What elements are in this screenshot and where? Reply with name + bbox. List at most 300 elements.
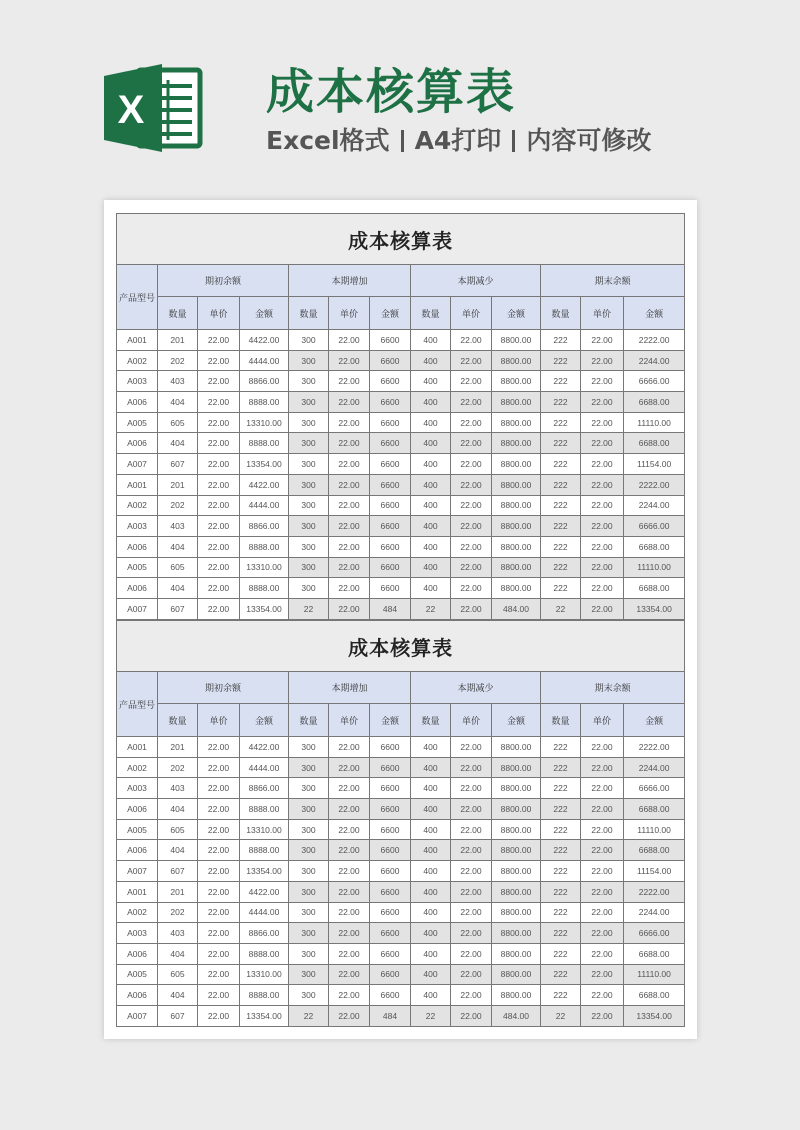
table-cell[interactable]: 8800.00 xyxy=(492,861,541,882)
table-cell[interactable]: 300 xyxy=(289,943,329,964)
table-cell[interactable]: 22.00 xyxy=(451,840,492,861)
table-cell[interactable]: 400 xyxy=(411,985,451,1006)
table-cell[interactable]: 222 xyxy=(541,757,581,778)
table-cell[interactable]: 22.00 xyxy=(451,757,492,778)
table-cell[interactable]: 22.00 xyxy=(581,757,624,778)
table-cell[interactable]: 8800.00 xyxy=(492,902,541,923)
table-cell[interactable]: 22.00 xyxy=(198,1005,240,1026)
table-cell[interactable]: 400 xyxy=(411,474,451,495)
table-cell[interactable]: 22.00 xyxy=(329,392,370,413)
table-cell[interactable]: 22.00 xyxy=(198,392,240,413)
table-cell[interactable]: 4444.00 xyxy=(240,902,289,923)
table-cell[interactable]: 13310.00 xyxy=(240,819,289,840)
table-cell[interactable]: 22.00 xyxy=(198,943,240,964)
table-cell[interactable]: 22.00 xyxy=(581,819,624,840)
table-cell[interactable]: 605 xyxy=(158,412,198,433)
table-cell[interactable]: 222 xyxy=(541,412,581,433)
table-cell[interactable]: 400 xyxy=(411,350,451,371)
table-cell[interactable]: 2222.00 xyxy=(624,881,685,902)
table-cell[interactable]: 6600 xyxy=(370,902,411,923)
table-cell[interactable]: 22.00 xyxy=(329,578,370,599)
table-cell[interactable]: 8800.00 xyxy=(492,516,541,537)
table-cell[interactable]: 8800.00 xyxy=(492,536,541,557)
table-cell[interactable]: 22.00 xyxy=(198,516,240,537)
table-cell[interactable]: 222 xyxy=(541,557,581,578)
table-cell[interactable]: 6688.00 xyxy=(624,433,685,454)
table-cell[interactable]: 403 xyxy=(158,778,198,799)
table-cell[interactable]: 222 xyxy=(541,330,581,351)
table-cell[interactable]: 22.00 xyxy=(329,964,370,985)
table-cell[interactable]: 6688.00 xyxy=(624,943,685,964)
table-cell[interactable]: 22.00 xyxy=(581,799,624,820)
table-cell[interactable]: 22.00 xyxy=(198,757,240,778)
table-cell[interactable]: 22.00 xyxy=(198,923,240,944)
table-cell[interactable]: 22.00 xyxy=(198,819,240,840)
table-cell[interactable]: 11110.00 xyxy=(624,964,685,985)
table-cell[interactable]: 8866.00 xyxy=(240,778,289,799)
table-cell[interactable]: 22.00 xyxy=(581,943,624,964)
table-cell[interactable]: 22.00 xyxy=(581,737,624,758)
table-cell[interactable]: A002 xyxy=(117,350,158,371)
table-cell[interactable]: 22 xyxy=(541,598,581,619)
table-cell[interactable]: 22.00 xyxy=(451,412,492,433)
table-cell[interactable]: 22.00 xyxy=(198,350,240,371)
table-cell[interactable]: 22.00 xyxy=(451,943,492,964)
table-cell[interactable]: 400 xyxy=(411,371,451,392)
table-cell[interactable]: 404 xyxy=(158,536,198,557)
table-cell[interactable]: 2244.00 xyxy=(624,902,685,923)
table-cell[interactable]: 403 xyxy=(158,923,198,944)
table-cell[interactable]: 300 xyxy=(289,799,329,820)
table-cell[interactable]: 222 xyxy=(541,943,581,964)
table-cell[interactable]: 4422.00 xyxy=(240,881,289,902)
table-cell[interactable]: 22 xyxy=(411,1005,451,1026)
table-cell[interactable]: 8800.00 xyxy=(492,778,541,799)
table-cell[interactable]: 22.00 xyxy=(581,474,624,495)
table-cell[interactable]: 22.00 xyxy=(198,330,240,351)
table-cell[interactable]: 22.00 xyxy=(581,985,624,1006)
table-cell[interactable]: 8888.00 xyxy=(240,985,289,1006)
table-cell[interactable]: 8866.00 xyxy=(240,516,289,537)
table-cell[interactable]: 8800.00 xyxy=(492,840,541,861)
table-cell[interactable]: A001 xyxy=(117,737,158,758)
table-cell[interactable]: 605 xyxy=(158,557,198,578)
table-cell[interactable]: 404 xyxy=(158,433,198,454)
table-cell[interactable]: 22.00 xyxy=(198,964,240,985)
table-cell[interactable]: 404 xyxy=(158,943,198,964)
table-cell[interactable]: A005 xyxy=(117,819,158,840)
table-cell[interactable]: 300 xyxy=(289,454,329,475)
table-cell[interactable]: 300 xyxy=(289,495,329,516)
table-cell[interactable]: 13310.00 xyxy=(240,412,289,433)
table-cell[interactable]: 300 xyxy=(289,881,329,902)
table-cell[interactable]: 22.00 xyxy=(198,598,240,619)
table-cell[interactable]: 607 xyxy=(158,1005,198,1026)
table-cell[interactable]: A007 xyxy=(117,861,158,882)
table-cell[interactable]: 22.00 xyxy=(451,598,492,619)
table-cell[interactable]: 300 xyxy=(289,737,329,758)
table-cell[interactable]: 22.00 xyxy=(198,536,240,557)
table-cell[interactable]: 13310.00 xyxy=(240,557,289,578)
table-cell[interactable]: 300 xyxy=(289,840,329,861)
table-cell[interactable]: 400 xyxy=(411,737,451,758)
table-cell[interactable]: 13354.00 xyxy=(240,1005,289,1026)
table-cell[interactable]: 6600 xyxy=(370,881,411,902)
table-cell[interactable]: 6688.00 xyxy=(624,536,685,557)
table-cell[interactable]: 201 xyxy=(158,737,198,758)
table-cell[interactable]: 400 xyxy=(411,454,451,475)
table-cell[interactable]: A003 xyxy=(117,923,158,944)
table-cell[interactable]: 22.00 xyxy=(451,1005,492,1026)
table-cell[interactable]: 400 xyxy=(411,778,451,799)
table-cell[interactable]: 22.00 xyxy=(329,412,370,433)
table-cell[interactable]: 22.00 xyxy=(581,516,624,537)
table-cell[interactable]: 404 xyxy=(158,578,198,599)
table-cell[interactable]: 22.00 xyxy=(198,737,240,758)
table-cell[interactable]: 6666.00 xyxy=(624,778,685,799)
table-cell[interactable]: 404 xyxy=(158,985,198,1006)
table-cell[interactable]: 404 xyxy=(158,392,198,413)
table-cell[interactable]: 202 xyxy=(158,350,198,371)
table-cell[interactable]: 6600 xyxy=(370,392,411,413)
table-cell[interactable]: 22.00 xyxy=(329,923,370,944)
table-cell[interactable]: A003 xyxy=(117,371,158,392)
table-cell[interactable]: 22.00 xyxy=(451,433,492,454)
table-cell[interactable]: 484.00 xyxy=(492,1005,541,1026)
table-cell[interactable]: 22.00 xyxy=(581,861,624,882)
table-cell[interactable]: A006 xyxy=(117,433,158,454)
table-cell[interactable]: 400 xyxy=(411,881,451,902)
table-cell[interactable]: 6666.00 xyxy=(624,516,685,537)
table-cell[interactable]: 6600 xyxy=(370,350,411,371)
table-cell[interactable]: 6600 xyxy=(370,923,411,944)
table-cell[interactable]: 8800.00 xyxy=(492,964,541,985)
table-cell[interactable]: 22.00 xyxy=(198,495,240,516)
table-cell[interactable]: 22.00 xyxy=(329,350,370,371)
table-cell[interactable]: 8888.00 xyxy=(240,799,289,820)
table-cell[interactable]: 13354.00 xyxy=(240,454,289,475)
table-cell[interactable]: 8800.00 xyxy=(492,412,541,433)
table-cell[interactable]: 6600 xyxy=(370,943,411,964)
table-cell[interactable]: 22.00 xyxy=(329,778,370,799)
table-cell[interactable]: 22.00 xyxy=(451,737,492,758)
table-cell[interactable]: 22.00 xyxy=(451,536,492,557)
table-cell[interactable]: 22.00 xyxy=(581,433,624,454)
table-cell[interactable]: 13354.00 xyxy=(624,1005,685,1026)
table-cell[interactable]: 8800.00 xyxy=(492,330,541,351)
table-cell[interactable]: 222 xyxy=(541,433,581,454)
table-cell[interactable]: 22.00 xyxy=(198,433,240,454)
table-cell[interactable]: 11110.00 xyxy=(624,412,685,433)
table-cell[interactable]: 6600 xyxy=(370,330,411,351)
table-cell[interactable]: 6600 xyxy=(370,985,411,1006)
table-cell[interactable]: 202 xyxy=(158,495,198,516)
table-cell[interactable]: 8800.00 xyxy=(492,454,541,475)
table-cell[interactable]: 8888.00 xyxy=(240,943,289,964)
table-cell[interactable]: 22.00 xyxy=(329,433,370,454)
table-cell[interactable]: 300 xyxy=(289,516,329,537)
table-cell[interactable]: 22.00 xyxy=(451,578,492,599)
table-cell[interactable]: 605 xyxy=(158,819,198,840)
table-cell[interactable]: 222 xyxy=(541,578,581,599)
table-cell[interactable]: A007 xyxy=(117,454,158,475)
table-cell[interactable]: 8888.00 xyxy=(240,392,289,413)
table-cell[interactable]: 300 xyxy=(289,578,329,599)
table-cell[interactable]: 22.00 xyxy=(329,474,370,495)
table-cell[interactable]: 300 xyxy=(289,433,329,454)
table-cell[interactable]: 222 xyxy=(541,985,581,1006)
table-cell[interactable]: 6600 xyxy=(370,495,411,516)
table-cell[interactable]: 22.00 xyxy=(329,902,370,923)
table-cell[interactable]: 13310.00 xyxy=(240,964,289,985)
table-cell[interactable]: 400 xyxy=(411,964,451,985)
table-cell[interactable]: 2222.00 xyxy=(624,330,685,351)
table-cell[interactable]: 222 xyxy=(541,861,581,882)
table-cell[interactable]: 6600 xyxy=(370,737,411,758)
table-cell[interactable]: 201 xyxy=(158,330,198,351)
table-cell[interactable]: 22.00 xyxy=(198,557,240,578)
table-cell[interactable]: 6600 xyxy=(370,840,411,861)
table-cell[interactable]: 6600 xyxy=(370,516,411,537)
table-cell[interactable]: 22 xyxy=(541,1005,581,1026)
table-cell[interactable]: 6688.00 xyxy=(624,578,685,599)
table-cell[interactable]: 22.00 xyxy=(329,371,370,392)
table-cell[interactable]: 222 xyxy=(541,964,581,985)
table-cell[interactable]: 22.00 xyxy=(198,799,240,820)
table-cell[interactable]: 2222.00 xyxy=(624,474,685,495)
table-cell[interactable]: 2244.00 xyxy=(624,495,685,516)
table-cell[interactable]: 22.00 xyxy=(451,819,492,840)
table-cell[interactable]: 22.00 xyxy=(451,881,492,902)
table-cell[interactable]: 22.00 xyxy=(329,840,370,861)
table-cell[interactable]: 300 xyxy=(289,412,329,433)
table-cell[interactable]: 22.00 xyxy=(581,454,624,475)
table-cell[interactable]: 400 xyxy=(411,902,451,923)
table-cell[interactable]: 6600 xyxy=(370,578,411,599)
table-cell[interactable]: 400 xyxy=(411,799,451,820)
table-cell[interactable]: 11154.00 xyxy=(624,861,685,882)
table-cell[interactable]: 201 xyxy=(158,881,198,902)
table-cell[interactable]: 22.00 xyxy=(329,598,370,619)
table-cell[interactable]: 22.00 xyxy=(198,902,240,923)
table-cell[interactable]: 400 xyxy=(411,943,451,964)
table-cell[interactable]: 22.00 xyxy=(329,799,370,820)
table-cell[interactable]: 22.00 xyxy=(329,516,370,537)
table-cell[interactable]: 22.00 xyxy=(329,536,370,557)
table-cell[interactable]: 22.00 xyxy=(198,840,240,861)
table-cell[interactable]: A006 xyxy=(117,536,158,557)
table-cell[interactable]: 8800.00 xyxy=(492,881,541,902)
table-cell[interactable]: 222 xyxy=(541,454,581,475)
table-cell[interactable]: 300 xyxy=(289,557,329,578)
table-cell[interactable]: 222 xyxy=(541,881,581,902)
table-cell[interactable]: 22.00 xyxy=(329,943,370,964)
table-cell[interactable]: 22.00 xyxy=(581,881,624,902)
table-cell[interactable]: 22.00 xyxy=(329,757,370,778)
table-cell[interactable]: 400 xyxy=(411,557,451,578)
table-cell[interactable]: 22.00 xyxy=(581,330,624,351)
table-cell[interactable]: 400 xyxy=(411,840,451,861)
table-cell[interactable]: 300 xyxy=(289,350,329,371)
table-cell[interactable]: 222 xyxy=(541,737,581,758)
table-cell[interactable]: 6666.00 xyxy=(624,371,685,392)
table-cell[interactable]: 11110.00 xyxy=(624,557,685,578)
table-cell[interactable]: 22.00 xyxy=(451,964,492,985)
table-cell[interactable]: 6600 xyxy=(370,964,411,985)
table-cell[interactable]: 22.00 xyxy=(329,495,370,516)
table-cell[interactable]: 6600 xyxy=(370,454,411,475)
table-cell[interactable]: 300 xyxy=(289,964,329,985)
table-cell[interactable]: 222 xyxy=(541,392,581,413)
table-cell[interactable]: 22.00 xyxy=(581,557,624,578)
table-cell[interactable]: 222 xyxy=(541,516,581,537)
table-cell[interactable]: 8888.00 xyxy=(240,840,289,861)
table-cell[interactable]: 202 xyxy=(158,902,198,923)
table-cell[interactable]: 300 xyxy=(289,902,329,923)
table-cell[interactable]: 13354.00 xyxy=(240,861,289,882)
table-cell[interactable]: 22.00 xyxy=(581,578,624,599)
table-cell[interactable]: 8800.00 xyxy=(492,578,541,599)
table-cell[interactable]: 6600 xyxy=(370,557,411,578)
table-cell[interactable]: 202 xyxy=(158,757,198,778)
table-cell[interactable]: 6600 xyxy=(370,371,411,392)
table-cell[interactable]: 22.00 xyxy=(451,495,492,516)
table-cell[interactable]: A002 xyxy=(117,902,158,923)
table-cell[interactable]: 22.00 xyxy=(198,371,240,392)
table-cell[interactable]: 6688.00 xyxy=(624,799,685,820)
table-cell[interactable]: 400 xyxy=(411,757,451,778)
table-cell[interactable]: 8800.00 xyxy=(492,985,541,1006)
table-cell[interactable]: A006 xyxy=(117,578,158,599)
table-cell[interactable]: 22.00 xyxy=(581,902,624,923)
table-cell[interactable]: 22.00 xyxy=(581,392,624,413)
table-cell[interactable]: 8888.00 xyxy=(240,433,289,454)
table-cell[interactable]: 22.00 xyxy=(451,516,492,537)
table-cell[interactable]: 222 xyxy=(541,902,581,923)
table-cell[interactable]: 222 xyxy=(541,371,581,392)
table-cell[interactable]: A003 xyxy=(117,778,158,799)
table-cell[interactable]: 4444.00 xyxy=(240,757,289,778)
table-cell[interactable]: 22.00 xyxy=(329,557,370,578)
table-cell[interactable]: A001 xyxy=(117,330,158,351)
table-cell[interactable]: 300 xyxy=(289,985,329,1006)
table-cell[interactable]: 201 xyxy=(158,474,198,495)
table-cell[interactable]: 8800.00 xyxy=(492,819,541,840)
table-cell[interactable]: 6600 xyxy=(370,819,411,840)
table-cell[interactable]: 400 xyxy=(411,516,451,537)
table-cell[interactable]: 22.00 xyxy=(198,454,240,475)
table-cell[interactable]: 4422.00 xyxy=(240,474,289,495)
table-cell[interactable]: 2244.00 xyxy=(624,350,685,371)
table-cell[interactable]: 22.00 xyxy=(451,371,492,392)
table-cell[interactable]: 22.00 xyxy=(329,819,370,840)
table-cell[interactable]: 6600 xyxy=(370,757,411,778)
table-cell[interactable]: 22.00 xyxy=(581,350,624,371)
table-cell[interactable]: A006 xyxy=(117,392,158,413)
table-cell[interactable]: 8800.00 xyxy=(492,495,541,516)
table-cell[interactable]: 400 xyxy=(411,819,451,840)
table-cell[interactable]: 484 xyxy=(370,1005,411,1026)
table-cell[interactable]: 22.00 xyxy=(581,778,624,799)
table-cell[interactable]: 22 xyxy=(289,598,329,619)
table-cell[interactable]: 22.00 xyxy=(451,474,492,495)
table-cell[interactable]: 22.00 xyxy=(329,861,370,882)
table-cell[interactable]: 8888.00 xyxy=(240,578,289,599)
table-cell[interactable]: 605 xyxy=(158,964,198,985)
table-cell[interactable]: 8800.00 xyxy=(492,923,541,944)
table-cell[interactable]: 400 xyxy=(411,578,451,599)
table-cell[interactable]: 22.00 xyxy=(581,412,624,433)
table-cell[interactable]: 400 xyxy=(411,495,451,516)
table-cell[interactable]: 13354.00 xyxy=(240,598,289,619)
table-cell[interactable]: 6688.00 xyxy=(624,840,685,861)
table-cell[interactable]: 8866.00 xyxy=(240,371,289,392)
table-cell[interactable]: 22.00 xyxy=(198,985,240,1006)
table-cell[interactable]: 607 xyxy=(158,861,198,882)
table-cell[interactable]: 222 xyxy=(541,923,581,944)
table-cell[interactable]: 22.00 xyxy=(198,861,240,882)
table-cell[interactable]: A006 xyxy=(117,840,158,861)
table-cell[interactable]: 11154.00 xyxy=(624,454,685,475)
table-cell[interactable]: 6600 xyxy=(370,474,411,495)
table-cell[interactable]: 22.00 xyxy=(451,923,492,944)
table-cell[interactable]: 222 xyxy=(541,819,581,840)
table-cell[interactable]: 222 xyxy=(541,799,581,820)
table-cell[interactable]: 22.00 xyxy=(198,778,240,799)
table-cell[interactable]: 8800.00 xyxy=(492,433,541,454)
table-cell[interactable]: 6600 xyxy=(370,412,411,433)
table-cell[interactable]: 6600 xyxy=(370,778,411,799)
table-cell[interactable]: 4444.00 xyxy=(240,350,289,371)
table-cell[interactable]: 222 xyxy=(541,495,581,516)
table-cell[interactable]: 22.00 xyxy=(329,330,370,351)
table-cell[interactable]: 300 xyxy=(289,757,329,778)
table-cell[interactable]: 222 xyxy=(541,840,581,861)
table-cell[interactable]: A006 xyxy=(117,799,158,820)
table-cell[interactable]: 6688.00 xyxy=(624,985,685,1006)
table-cell[interactable]: 8800.00 xyxy=(492,799,541,820)
table-cell[interactable]: 22.00 xyxy=(581,840,624,861)
table-cell[interactable]: 13354.00 xyxy=(624,598,685,619)
table-cell[interactable]: 222 xyxy=(541,350,581,371)
table-cell[interactable]: 6666.00 xyxy=(624,923,685,944)
table-cell[interactable]: A007 xyxy=(117,598,158,619)
table-cell[interactable]: 22.00 xyxy=(581,495,624,516)
table-cell[interactable]: 22.00 xyxy=(581,598,624,619)
table-cell[interactable]: 22.00 xyxy=(198,474,240,495)
table-cell[interactable]: 8800.00 xyxy=(492,350,541,371)
table-cell[interactable]: 22.00 xyxy=(198,881,240,902)
table-cell[interactable]: A006 xyxy=(117,985,158,1006)
table-cell[interactable]: 400 xyxy=(411,412,451,433)
table-cell[interactable]: 484 xyxy=(370,598,411,619)
table-cell[interactable]: 222 xyxy=(541,474,581,495)
table-cell[interactable]: 22.00 xyxy=(198,412,240,433)
table-cell[interactable]: 400 xyxy=(411,330,451,351)
table-cell[interactable]: 8800.00 xyxy=(492,943,541,964)
table-cell[interactable]: 300 xyxy=(289,536,329,557)
table-cell[interactable]: 484.00 xyxy=(492,598,541,619)
table-cell[interactable]: 22.00 xyxy=(451,985,492,1006)
table-cell[interactable]: 6688.00 xyxy=(624,392,685,413)
table-cell[interactable]: 400 xyxy=(411,923,451,944)
table-cell[interactable]: 22.00 xyxy=(451,778,492,799)
table-cell[interactable]: A002 xyxy=(117,495,158,516)
table-cell[interactable]: 2244.00 xyxy=(624,757,685,778)
table-cell[interactable]: A003 xyxy=(117,516,158,537)
table-cell[interactable]: 8888.00 xyxy=(240,536,289,557)
table-cell[interactable]: 22.00 xyxy=(581,1005,624,1026)
